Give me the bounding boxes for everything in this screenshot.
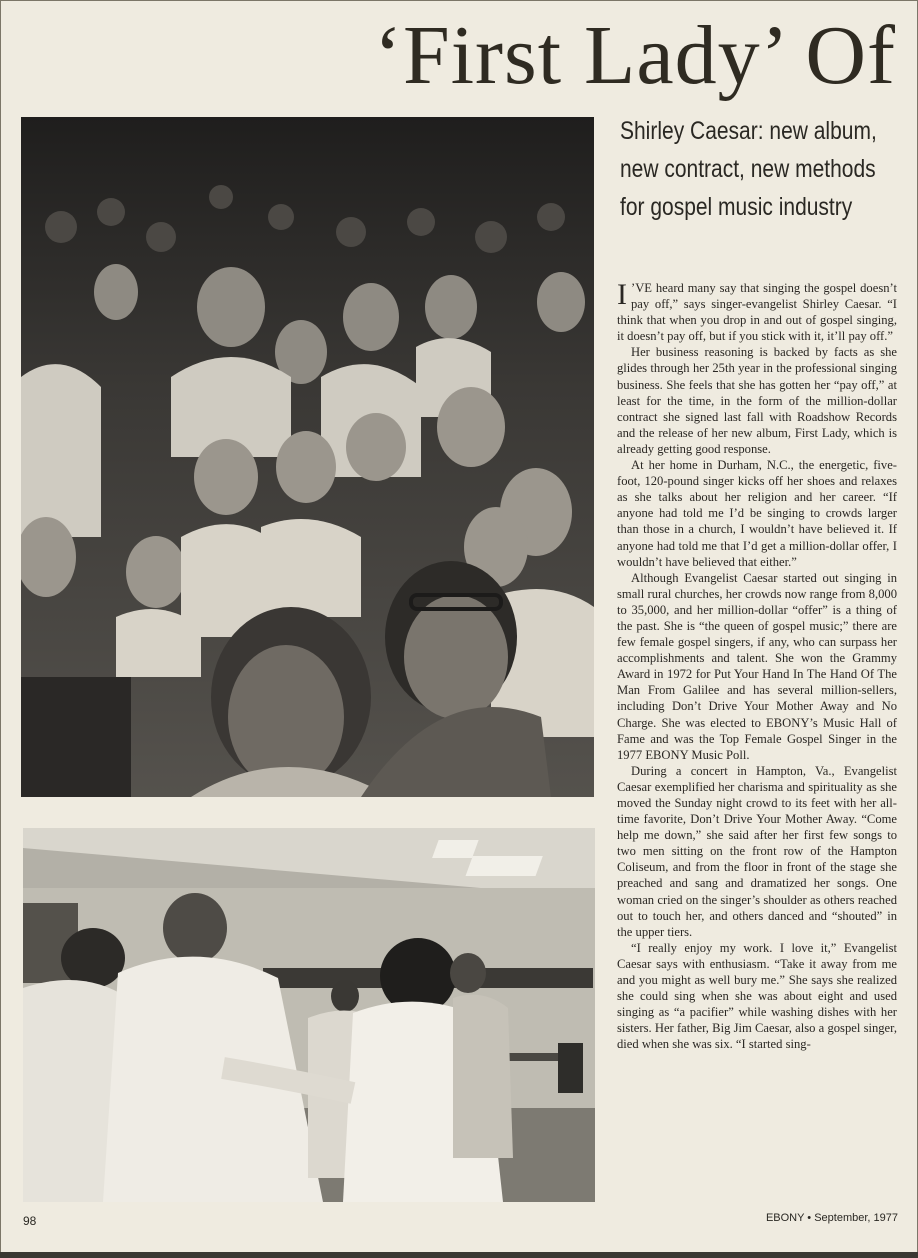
article-paragraph: Although Evangelist Caesar started out singing in small rural churches, her crowds now range from 8,000 to 35,000, and her million-dollar “offer” is a thing of the past. She is “the queen of gospel music;” there are few female gospel singers, if any, who can surpass her accomplishments and talent. She won the Grammy Award in 1972 for Put Your Hand In The Hand Of The Man From Galilee and has several million-sellers, including Don’t Drive Your Mother Away and No Charge. She was elected to EBONY’s Music Hall of Fame and was the Top Female Gospel Singer in the 1977 EBONY Music Poll. [617, 570, 897, 762]
article-paragraph: “I really enjoy my work. I love it,” Evangelist Caesar says with enthusiasm. “Take it away from me and you might as well bury me.” She says she realized she could sing when she was about eight and used singing as “a pacifier” while washing dishes with her sisters. Her father, Big Jim Caesar, also a gospel singer, died when she was six. “I started sing- [617, 940, 897, 1052]
subheadline: Shirley Caesar: new album, new contract, new methods for gospel music industry [620, 117, 877, 221]
publication-footer: EBONY • September, 1977 [765, 1212, 898, 1224]
article-paragraph: During a concert in Hampton, Va., Evangelist Caesar exemplified her charisma and spirituality as she moved the Sunday night crowd to its feet with her all-time favorite, Don’t Drive Your Mother Away. “Come help me down,” she said after her first few songs to two men sitting on the front row of the Hampton Coliseum, and from the floor in front of the stage she preached and sang and dramatized her songs. One woman cried on the singer’s shoulder as others reached out to touch her, and others danced and “shouted” in the upper tiers. [617, 763, 897, 939]
article-paragraph: At her home in Durham, N.C., the energetic, five-foot, 120-pound singer kicks off her shoes and relaxes as she talks about her religion and her career. “If anyone had told me I’d be singing to crowds larger than those in a church, I wouldn’t have believed it. If anyone had told me that I’d get a million-dollar offer, I wouldn’t have believed that either.” [617, 458, 897, 569]
concert-crowd-photo [21, 117, 594, 797]
drop-cap: I [617, 278, 627, 311]
article-paragraph: I ’VE heard many say that singing the gospel doesn’t pay off,” says singer-evangelist Shirley Caesar. “I think that when you drop in and out of gospel singing, it doesn’t pay off, but if you stick with it, it’ll pay off.” [617, 278, 897, 344]
bottom-edge [0, 1252, 918, 1258]
headline: ‘First Lady’ Of [374, 9, 896, 102]
article-body [617, 280, 897, 1053]
article-paragraph: Her business reasoning is backed by facts as she glides through her 25th year in the professional singing business. She feels that she has gotten her “pay off,” at least for the time, in the form of the million-dollar contract she signed last fall with Roadshow Records and the release of her new album, First Lady, which is already getting good response. [617, 345, 897, 456]
embrace-photo [23, 828, 595, 1202]
page-number: 98 [23, 1214, 37, 1228]
